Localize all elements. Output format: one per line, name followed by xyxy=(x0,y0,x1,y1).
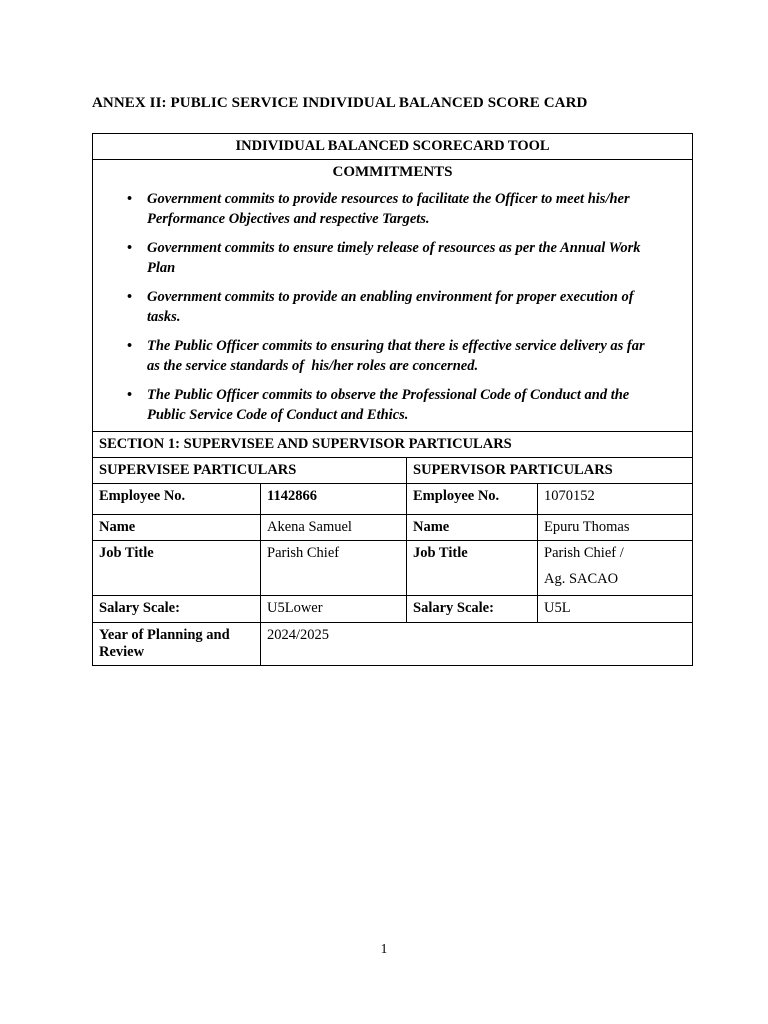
document-content xyxy=(92,94,692,666)
supervisee-salary-scale-value: U5Lower xyxy=(261,596,407,623)
commitment-item xyxy=(125,337,656,376)
supervisee-salary-scale-label: Salary Scale: xyxy=(93,596,261,623)
commitment-text: The Public Officer commits to observe the Professional Code of Conduct and the Public Service Code of Conduct and Ethics. xyxy=(147,387,630,423)
supervisee-name-value: Akena Samuel xyxy=(261,515,407,541)
supervisee-name-label: Name xyxy=(93,515,261,541)
page-number: 1 xyxy=(380,941,388,956)
bullet-icon: • xyxy=(127,240,133,256)
commitment-item xyxy=(125,288,656,327)
commitment-text: Government commits to provide an enabling environment for proper execution of tasks. xyxy=(147,289,634,325)
commitments-list xyxy=(99,190,686,425)
supervisee-employee-no-value: 1142866 xyxy=(261,484,407,515)
supervisee-particulars-header: SUPERVISEE PARTICULARS xyxy=(93,458,407,484)
commitment-item xyxy=(125,386,656,425)
commitments-heading: COMMITMENTS xyxy=(332,164,453,180)
commitment-text: Government commits to provide resources to facilitate the Officer to meet his/her Performance Objectives and respective Targets. xyxy=(147,191,630,227)
document-title: ANNEX II: PUBLIC SERVICE INDIVIDUAL BALANCED SCORE CARD xyxy=(92,95,588,111)
supervisee-job-title-value: Parish Chief xyxy=(261,541,407,596)
employee-no-row xyxy=(93,484,693,515)
supervisor-job-title-line2: Ag. SACAO xyxy=(544,571,619,587)
supervisor-job-title-line1: Parish Chief / xyxy=(544,545,624,561)
bullet-icon: • xyxy=(127,338,133,354)
year-of-planning-row xyxy=(93,623,693,666)
bullet-icon: • xyxy=(127,289,133,305)
scorecard-table xyxy=(92,133,693,666)
supervisor-job-title-label: Job Title xyxy=(407,541,538,596)
section1-heading: SECTION 1: SUPERVISEE AND SUPERVISOR PARTICULARS xyxy=(93,432,693,458)
year-of-planning-label: Year of Planning and Review xyxy=(93,623,261,666)
name-row xyxy=(93,515,693,541)
section1-heading-row xyxy=(93,432,693,458)
commitment-text: Government commits to ensure timely release of resources as per the Annual Work Plan xyxy=(147,240,641,276)
year-of-planning-value: 2024/2025 xyxy=(261,623,693,666)
bullet-icon: • xyxy=(127,387,133,403)
supervisor-employee-no-value: 1070152 xyxy=(538,484,693,515)
commitment-item xyxy=(125,239,656,278)
supervisor-particulars-header: SUPERVISOR PARTICULARS xyxy=(407,458,693,484)
particulars-header-row xyxy=(93,458,693,484)
tool-header: INDIVIDUAL BALANCED SCORECARD TOOL xyxy=(93,134,693,160)
supervisor-name-value: Epuru Thomas xyxy=(538,515,693,541)
commitment-text: The Public Officer commits to ensuring that there is effective service delivery as far as the service standards of his/her roles are concerned. xyxy=(147,338,645,374)
supervisor-salary-scale-label: Salary Scale: xyxy=(407,596,538,623)
commitments-cell xyxy=(93,160,693,432)
job-title-row xyxy=(93,541,693,596)
supervisor-salary-scale-value: U5L xyxy=(538,596,693,623)
commitments-row xyxy=(93,160,693,432)
bullet-icon: • xyxy=(127,191,133,207)
supervisor-name-label: Name xyxy=(407,515,538,541)
supervisor-job-title-value xyxy=(538,541,693,596)
supervisee-job-title-label: Job Title xyxy=(93,541,261,596)
commitment-item xyxy=(125,190,656,229)
salary-scale-row xyxy=(93,596,693,623)
tool-header-row xyxy=(93,134,693,160)
supervisee-employee-no-label: Employee No. xyxy=(93,484,261,515)
supervisor-employee-no-label: Employee No. xyxy=(407,484,538,515)
